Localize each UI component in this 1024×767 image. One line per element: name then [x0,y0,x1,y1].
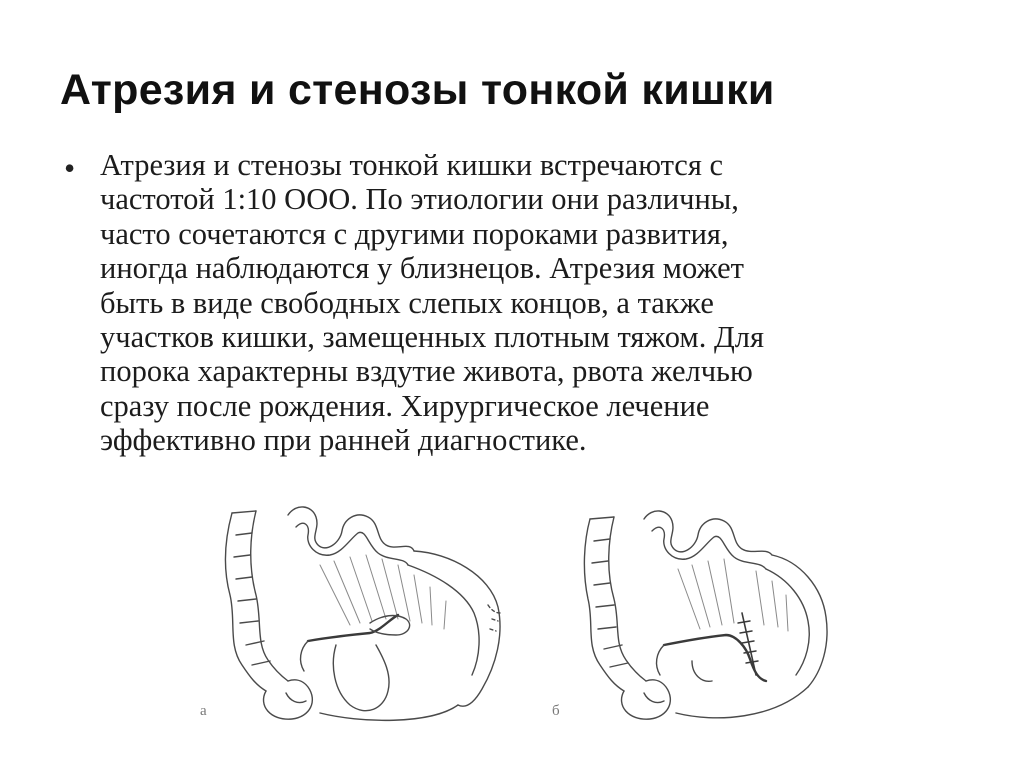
body-line: иногда наблюдаются у близнецов. Атрезия может [100,251,744,286]
body-line: часто сочетаются с другими пороками развития, [100,216,729,251]
panel-a-label: а [200,703,207,719]
body-line: эффективно при ранней диагностике. [100,423,587,458]
illustration-panel-a [200,495,530,735]
illustration-panel-b [560,495,890,735]
body-paragraph [100,148,960,458]
body-line: Атрезия и стенозы тонкой кишки встречаются с [100,148,724,182]
slide-title: Атрезия и стенозы тонкой кишки [60,66,775,114]
body-line: сразу после рождения. Хирургическое лечение [100,388,710,423]
body-line: порока характерны вздутие живота, рвота желчью [100,354,753,389]
intestine-illustration [200,495,860,735]
body-line: частотой 1:10 ООО. По этиологии они различны, [100,182,739,217]
panel-b-label: б [552,703,560,719]
body-line: быть в виде свободных слепых концов, а также [100,285,714,320]
bullet-marker: • [64,150,76,186]
body-line: участков кишки, замещенных плотным тяжом. Для [100,320,765,355]
